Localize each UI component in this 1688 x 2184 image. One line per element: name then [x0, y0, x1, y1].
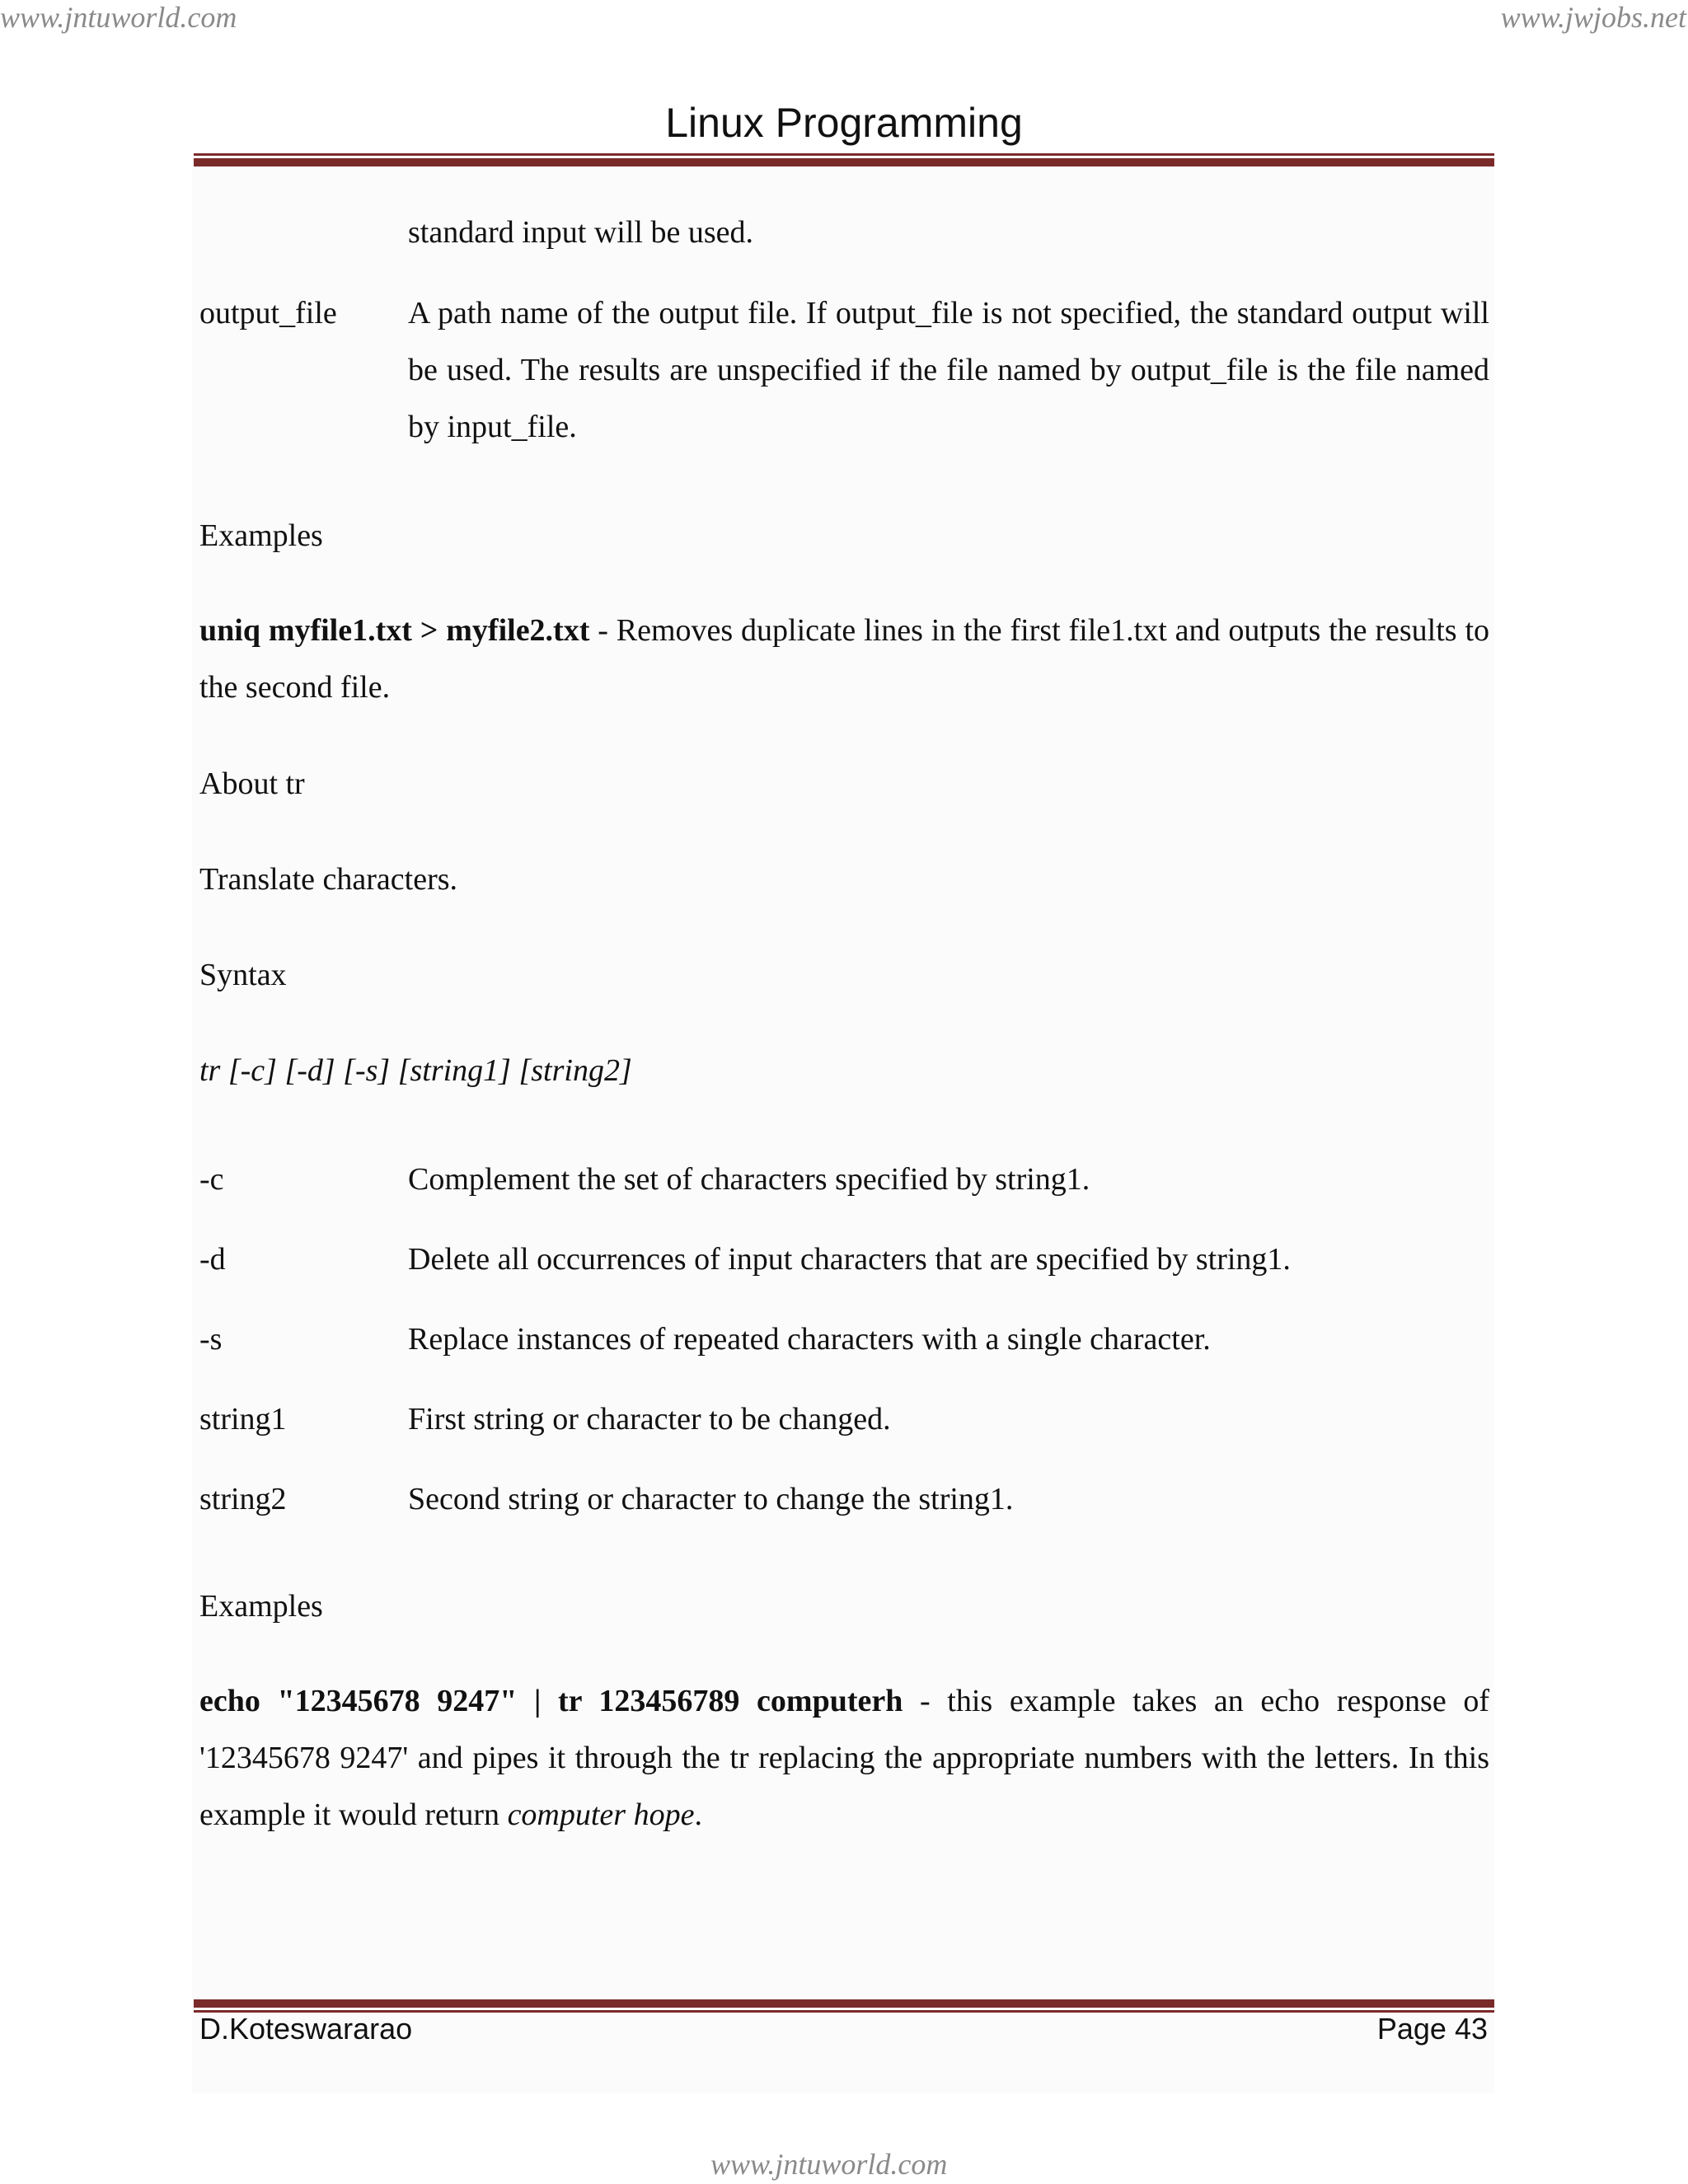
- option-description: Complement the set of characters specified by string1.: [408, 1162, 1090, 1197]
- syntax-heading: Syntax: [199, 958, 287, 992]
- header-rule-thick: [194, 158, 1494, 166]
- option-description: Delete all occurrences of input characters that are specified by string1.: [408, 1242, 1291, 1277]
- tr-example-end: .: [694, 1797, 702, 1832]
- examples-heading-2: Examples: [199, 1589, 323, 1624]
- option-term: -c: [199, 1162, 224, 1197]
- about-tr-heading: About tr: [199, 766, 305, 801]
- watermark-top-left: www.jntuworld.com: [0, 1, 237, 34]
- tr-example-command: echo "12345678 9247" | tr 123456789 computerh: [199, 1684, 903, 1718]
- tr-example-paragraph: [199, 1673, 1489, 1844]
- footer-rule-thick: [194, 1999, 1494, 2008]
- footer-author: D.Koteswararao: [199, 2012, 413, 2046]
- option-term: string1: [199, 1402, 287, 1436]
- watermark-top-right: www.jwjobs.net: [1500, 1, 1686, 34]
- page-header-title: Linux Programming: [665, 100, 1023, 146]
- examples-heading-1: Examples: [199, 518, 323, 553]
- uniq-example-command: uniq myfile1.txt > myfile2.txt: [199, 613, 590, 648]
- uniq-example-text: - Removes duplicate lines in the first file1.txt and outputs the results to the second file.: [199, 613, 1489, 705]
- translate-description: Translate characters.: [199, 862, 458, 897]
- option-description: Replace instances of repeated characters with a single character.: [408, 1322, 1211, 1357]
- option-description: Second string or character to change the string1.: [408, 1482, 1014, 1516]
- option-description: First string or character to be changed.: [408, 1402, 891, 1436]
- output-file-term: output_file: [199, 296, 337, 330]
- option-term: -d: [199, 1242, 226, 1277]
- tr-example-text: - this example takes an echo response of '12345678 9247' and pipes it through the tr replacing the appropriate numbers with the letters. In this example it would return: [199, 1684, 1489, 1832]
- uniq-example-paragraph: [199, 602, 1489, 716]
- tr-example-result: computer hope: [507, 1797, 695, 1832]
- page-number: Page 43: [1376, 2012, 1488, 2046]
- watermark-bottom: www.jntuworld.com: [710, 2148, 948, 2181]
- output-file-description: A path name of the output file. If output_file is not specified, the standard output will be used. The results are unspecified if the file named by output_file is the file named by input_file.: [408, 296, 1489, 444]
- input-file-continuation: standard input will be used.: [408, 215, 753, 250]
- option-term: -s: [199, 1322, 223, 1357]
- syntax-line: tr [-c] [-d] [-s] [string1] [string2]: [199, 1053, 632, 1088]
- header-rule-thin: [194, 153, 1494, 156]
- option-term: string2: [199, 1482, 287, 1516]
